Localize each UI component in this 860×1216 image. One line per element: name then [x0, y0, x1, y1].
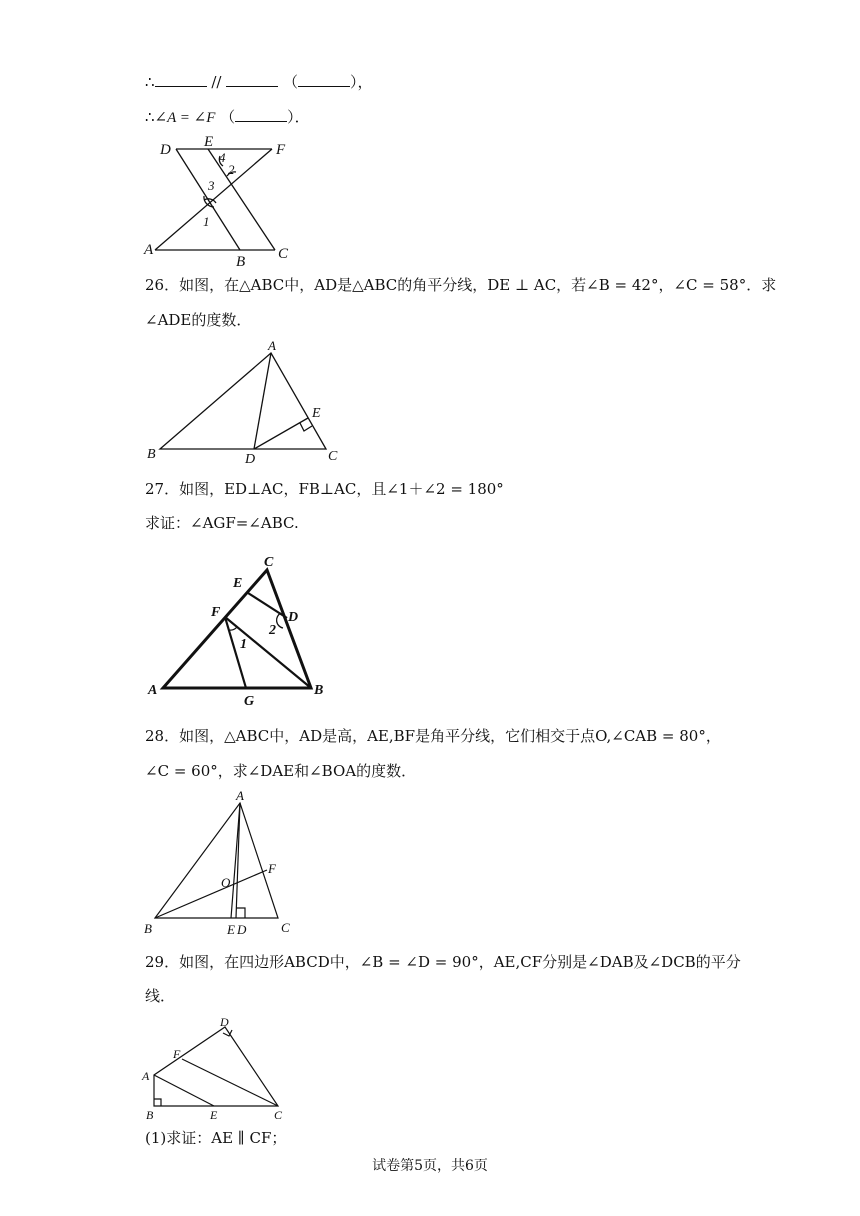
label-G: G — [244, 694, 255, 709]
label-C: C — [278, 246, 289, 262]
label-B: B — [147, 447, 156, 462]
label-F: F — [276, 142, 286, 158]
label-1: 1 — [203, 214, 210, 229]
blank-1[interactable] — [155, 72, 207, 87]
q25-line1: ∴ // （ ）， — [145, 73, 373, 91]
label-C: C — [281, 920, 290, 935]
q29-line1: 29．如图，在四边形ABCD中，∠B = ∠D = 90°，AE,CF分别是∠DAB及∠DCB的平分 — [145, 953, 741, 971]
label-E: E — [204, 134, 214, 150]
q28-line1: 28．如图，△ABC中，AD是高，AE,BF是角平分线，它们相交于点O,∠CAB = 80°， — [145, 727, 721, 745]
label-D: D — [245, 452, 256, 467]
label-A: A — [142, 1069, 150, 1083]
label-B: B — [314, 683, 324, 698]
parallel-symbol: // — [211, 73, 222, 91]
blank-2[interactable] — [226, 72, 278, 87]
label-D: D — [220, 1015, 229, 1029]
label-B: B — [144, 921, 152, 936]
blank-3[interactable] — [298, 72, 350, 87]
label-E: E — [210, 1108, 218, 1122]
label-D: D — [160, 142, 171, 158]
label-3: 3 — [208, 178, 215, 193]
label-O: O — [221, 875, 231, 890]
label-2: 2 — [228, 162, 235, 177]
label-A: A — [148, 683, 158, 698]
label-F: F — [173, 1047, 181, 1061]
label-1: 1 — [240, 637, 247, 652]
label-4: 4 — [219, 150, 226, 165]
label-2: 2 — [269, 623, 276, 638]
label-C: C — [274, 1108, 283, 1122]
therefore-symbol: ∴ — [145, 73, 155, 91]
q27-line2: 求证：∠AGF=∠ABC. — [145, 514, 299, 532]
label-D: D — [237, 922, 247, 937]
q25-expr: ∠A = ∠F — [154, 110, 216, 126]
label-C: C — [264, 555, 274, 570]
q26-line2: ∠ADE的度数． — [145, 311, 252, 329]
label-E: E — [227, 922, 235, 937]
label-A: A — [268, 338, 276, 353]
q29-part1: (1)求证：AE ∥ CF； — [145, 1129, 287, 1147]
blank-4[interactable] — [235, 107, 287, 122]
label-D: D — [288, 610, 299, 625]
label-C: C — [328, 449, 338, 464]
q27-line1: 27．如图，ED⊥AC，FB⊥AC，且∠1＋∠2 = 180° — [145, 480, 504, 498]
q25-line2: ∴∠A = ∠F （ ）． — [145, 108, 310, 126]
q26-line1: 26．如图，在△ABC中，AD是△ABC的角平分线，DE ⊥ AC，若∠B = 42°，∠C = 58°．求 — [145, 276, 777, 294]
label-A: A — [144, 242, 154, 258]
q29-line2: 线． — [145, 987, 176, 1005]
label-E: E — [312, 406, 321, 421]
q28-line2: ∠C = 60°，求∠DAE和∠BOA的度数． — [145, 762, 417, 780]
label-F: F — [268, 861, 276, 876]
page-footer: 试卷第5页，共6页 — [372, 1158, 488, 1174]
label-E: E — [233, 576, 243, 591]
label-A: A — [236, 788, 244, 803]
label-F: F — [211, 605, 221, 620]
label-B: B — [146, 1108, 154, 1122]
label-B: B — [236, 254, 246, 270]
